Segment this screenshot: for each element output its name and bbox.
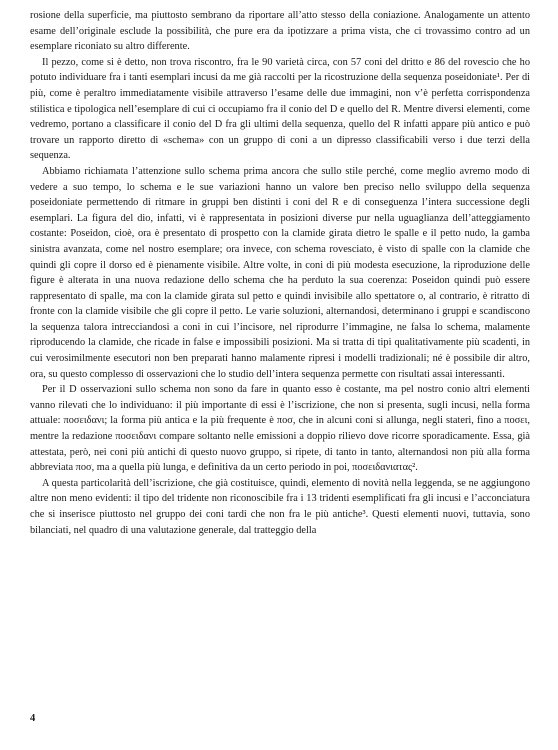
body-text bbox=[30, 8, 530, 538]
paragraph-iscrizione: Per il D osservazioni sullo schema non sono da fare in quanto esso è costante, ma pel nostro conio altri elementi vanno rilevati che lo individuano: il più importante di essi è l’iscrizione, che non si presenta, sugli incusi, nella forma attuale: ποσειδανι; la forma più antica e la più frequente è ποσ, che in alcuni coni si allunga, negli stateri, fino a ποσει, mentre la redazione ποσειδανι compare soltanto nelle emissioni a doppio rilievo dove ricorre sporadicamente. Essa, già attestata, però, nei coni più antichi di questo nuovo gruppo, si ripete, di tanto in tanto, alternandosi non più alla forma abbreviata ποσ, ma a quella più lunga, e definitiva da un certo periodo in poi, ποσειδανιατας². bbox=[30, 384, 530, 474]
paragraph-pezzo: Il pezzo, come si è detto, non trova riscontro, fra le 90 varietà circa, con 57 coni del dritto e 86 del rovescio che ho potuto individuare fra i tanti esemplari incusi da me già raccolti per la ricostruzione della sequenza poseidoniate¹. Per di più, come è peraltro immediatamente visibile attraverso l’esame delle due immagini, non v’è perfetta corrispondenza stilistica e tipologica nell’esemplare di cui ci occupiamo fra il conio del D e quello del R. Mentre diversi elementi, come vedremo, portano a classificare il conio del D fra gli ultimi della sequenza, quello del R infatti appare più antico e può trovare un rapporto diretto di «schema» con un gruppo di coni a un dipresso classificabili verso i due terzi della sequenza. bbox=[30, 56, 530, 162]
page-number: 4 bbox=[30, 713, 36, 724]
paragraph-schema: Abbiamo richiamata l’attenzione sullo schema prima ancora che sullo stile perché, come meglio avremo modo di vedere a suo tempo, lo schema e le sue variazioni hanno un valore ben preciso nello sviluppo della sequenza poseidoniate permettendo di ritmare in gruppi ben distinti i coni del R e di conseguenza l’intera successione degli esemplari. La figura del dio, infatti, vi è rappresentata in posizioni diverse pur nella uguaglianza dell’atteggiamento costante: Poseidon, cioè, ora è presentato di prospetto con la clamide girata dietro le spalle e il petto nudo, la gamba sinistra avanzata, come nel nostro esemplare; ora invece, con schema rovesciato, è visto di spalle con la clamide che quindi gli copre il dorso ed è pienamente visibile. Altre volte, in coni di più modesta esecuzione, la riproduzione delle figure è alterata in una nuova redazione dello schema che ha perduto la sua coerenza: Poseidon quindi può essere rappresentato di spalle, ma con la clamide girata sul petto e quindi invisibile allo spettatore o, al contrario, è ritratto di fronte con la clamide visibile che gli copre il petto. Le varie soluzioni, alternandosi, determinano i gruppi e scandiscono la sequenza talora intrecciandosi a coni in cui l’incisore, nel riprodurre l’immagine, ne falsa lo schema, malamente riproducendo la clamide, che ricade in false e impossibili posizioni. Ma si tratta di tipi qualitativamente più scadenti, in cui verosimilmente esecutori non ben preparati hanno malamente ripresi i modelli tradizionali; né è possibile dir altro, ora, su questo complesso di osservazioni che lo studio dell’intera sequenza permette con risultati assai interessanti. bbox=[30, 165, 530, 380]
paragraph-continuation: rosione della superficie, ma piuttosto sembrano da riportare all’atto stesso della coniazione. Analogamente un attento esame dell’originale esclude la possibilità, che pure era da ipotizzare a prima vista, che ci trovassimo contro ad un esemplare riconiato su altro differente. bbox=[30, 10, 530, 53]
paragraph-particolarita: A questa particolarità dell’iscrizione, che già costituisce, quindi, elemento di novità nella leggenda, se ne aggiungono altre non meno evidenti: il tipo del tridente non riconoscibile fra i 13 tridenti esemplificati fra gli incusi e l’acconciatura che si inserisce piuttosto nel gruppo dei coni tardi che non fra le più antiche³. Questi elementi nuovi, tuttavia, sono bilanciati, nel quadro di una valutazione generale, dal tratteggio della bbox=[30, 477, 530, 536]
